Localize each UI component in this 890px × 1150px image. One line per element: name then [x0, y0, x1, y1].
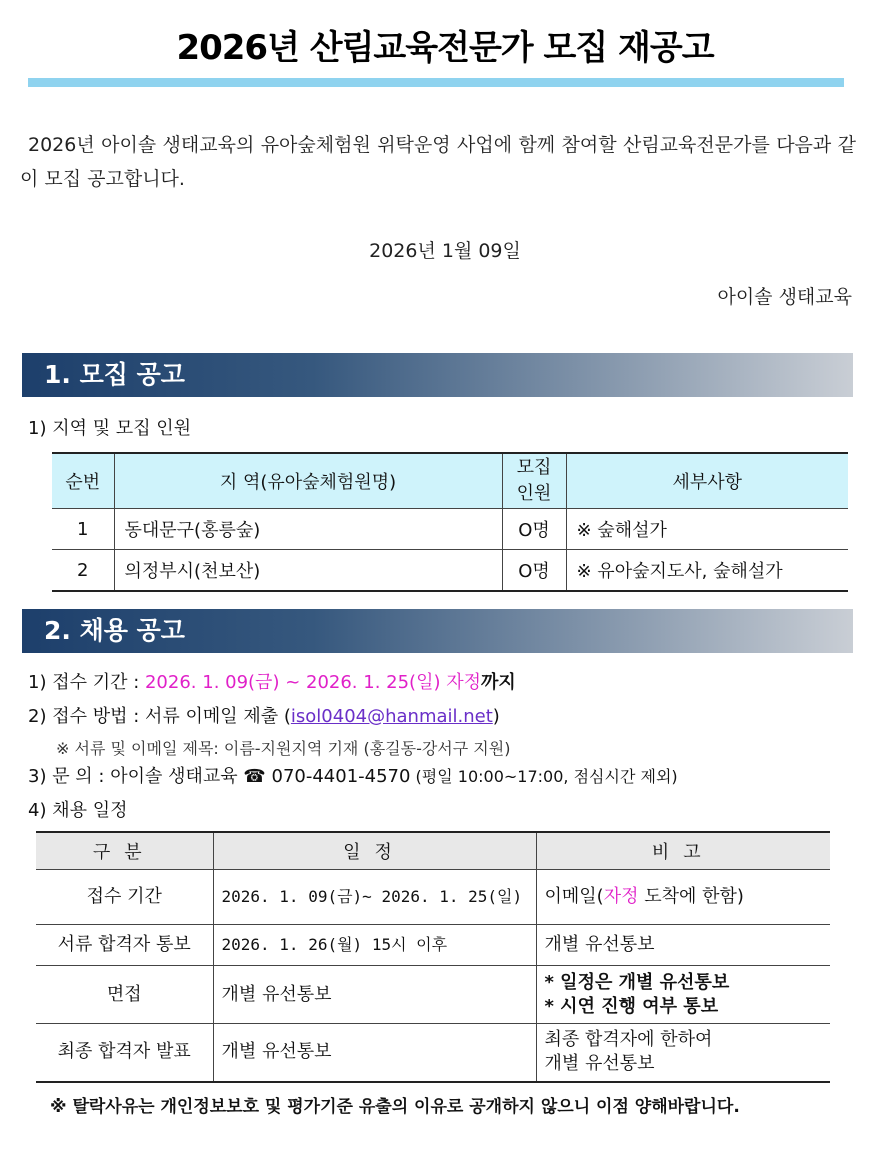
col-number: 순번 — [52, 453, 114, 509]
row-count: O명 — [502, 550, 566, 592]
table-row — [52, 550, 848, 592]
schedule-subheading: 4) 채용 일정 — [28, 800, 128, 821]
title-underline — [28, 78, 844, 87]
col-item: 구분 — [36, 832, 213, 870]
schedule-item: 서류 합격자 통보 — [36, 925, 213, 966]
method-suffix: ) — [492, 706, 500, 727]
schedule-item: 면접 — [36, 966, 213, 1024]
application-period — [28, 668, 516, 694]
notice-date: 2026년 1월 09일 — [369, 240, 521, 262]
schedule-note: 개별 유선통보 — [536, 925, 830, 966]
table-row — [52, 509, 848, 550]
schedule-note: 이메일(자정 도착에 한함) — [536, 870, 830, 925]
region-subheading: 1) 지역 및 모집 인원 — [28, 418, 192, 439]
table-row — [36, 925, 830, 966]
table-row — [36, 966, 830, 1024]
schedule-date: 개별 유선통보 — [213, 1024, 536, 1082]
schedule-date: 2026. 1. 26(월) 15시 이후 — [213, 925, 536, 966]
table-row — [36, 1024, 830, 1082]
intro-paragraph: 2026년 아이솔 생태교육의 유아숲체험원 위탁운영 사업에 함께 참여할 산림교육전문가를 다음과 같이 모집 공고합니다. — [20, 134, 856, 190]
region-table-header — [52, 453, 848, 509]
col-region: 지 역(유아숲체험원명) — [114, 453, 502, 509]
section-header-hiring: 2. 채용 공고 — [22, 609, 853, 653]
contact-label: 3) 문 의 : 아이솔 생태교육 ☎ 070-4401-4570 — [28, 766, 411, 787]
row-region: 의정부시(천보산) — [114, 550, 502, 592]
schedule-item: 최종 합격자 발표 — [36, 1024, 213, 1082]
row-detail: ※ 숲해설가 — [566, 509, 848, 550]
schedule-date: 2026. 1. 09(금)~ 2026. 1. 25(일) — [213, 870, 536, 925]
row-count: O명 — [502, 509, 566, 550]
schedule-note: 최종 합격자에 한하여 개별 유선통보 — [536, 1024, 830, 1082]
period-label: 1) 접수 기간 : — [28, 672, 145, 693]
row-number: 2 — [52, 550, 114, 592]
method-label: 2) 접수 방법 : 서류 이메일 제출 ( — [28, 706, 291, 727]
page-title: 2026년 산림교육전문가 모집 재공고 — [176, 28, 714, 68]
col-count: 모집 인원 — [502, 453, 566, 509]
row-number: 1 — [52, 509, 114, 550]
schedule-item: 접수 기간 — [36, 870, 213, 925]
email-link[interactable]: isol0404@hanmail.net — [290, 706, 493, 727]
col-note: 비고 — [536, 832, 830, 870]
col-date: 일정 — [213, 832, 536, 870]
period-suffix: 까지 — [480, 672, 516, 693]
schedule-table — [36, 831, 830, 1083]
section-header-recruitment: 1. 모집 공고 — [22, 353, 853, 397]
organization-name: 아이솔 생태교육 — [717, 286, 852, 308]
schedule-date: 개별 유선통보 — [213, 966, 536, 1024]
contact-line — [28, 762, 678, 788]
col-detail: 세부사항 — [566, 453, 848, 509]
period-value: 2026. 1. 09(금) ~ 2026. 1. 25(일) 자정 — [144, 672, 481, 693]
region-table — [52, 452, 848, 592]
email-subject-note: ※ 서류 및 이메일 제목: 이름-지원지역 기재 (홍길동-강서구 지원) — [56, 739, 511, 758]
table-row — [36, 870, 830, 925]
footer-note: ※ 탈락사유는 개인정보보호 및 평가기준 유출의 이유로 공개하지 않으니 이점 양해바랍니다. — [50, 1097, 740, 1117]
schedule-table-header — [36, 832, 830, 870]
row-region: 동대문구(홍릉숲) — [114, 509, 502, 550]
row-detail: ※ 유아숲지도사, 숲해설가 — [566, 550, 848, 592]
schedule-note: * 일정은 개별 유선통보 * 시연 진행 여부 통보 — [536, 966, 830, 1024]
application-method — [28, 702, 500, 728]
contact-hours: (평일 10:00~17:00, 점심시간 제외) — [410, 767, 678, 786]
